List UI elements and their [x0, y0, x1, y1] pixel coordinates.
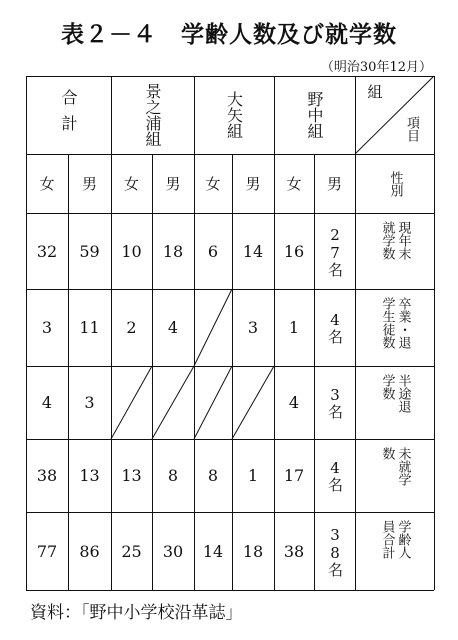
table-cell: 14: [242, 241, 264, 261]
sex-male-label: 男: [326, 175, 342, 193]
row-label: 未就学 数: [379, 447, 411, 486]
row-label: 現年末 就学数: [379, 221, 411, 260]
table-cell: 4: [288, 393, 300, 412]
table-cell: 4: [167, 318, 179, 337]
table-cell: 3: [247, 318, 259, 337]
sex-male-label: 男: [245, 175, 261, 193]
sex-female-label: 女: [39, 175, 55, 193]
sex-male-label: 男: [81, 175, 97, 193]
group-header: 景之浦組: [143, 83, 162, 147]
table-cell: 13: [121, 466, 142, 485]
table-cell: 18: [162, 241, 184, 261]
table-cell: 8: [207, 466, 219, 485]
table-cell: 3名: [326, 386, 344, 419]
table-cell: 4名: [326, 459, 344, 492]
sex-female-label: 女: [286, 175, 302, 193]
table-cell: 59: [79, 241, 100, 261]
corner-label-item: 項目: [404, 116, 419, 142]
table-cell: 32: [36, 241, 58, 261]
column-rule: [434, 76, 435, 590]
table-cell: 16: [283, 241, 305, 261]
table-cell: 3: [84, 393, 95, 412]
group-header: 大矢組: [224, 91, 244, 139]
empty-cell-slash: [152, 366, 194, 439]
table-cell: 14: [202, 541, 224, 561]
table-cell: 38: [283, 541, 305, 561]
row-rule: [26, 590, 434, 591]
sex-header: 性別: [387, 170, 403, 197]
diagonal-marks: [26, 76, 434, 590]
table-cell: 10: [121, 241, 142, 261]
table-cell: 1: [247, 466, 259, 485]
table-cell: 4: [41, 393, 53, 412]
row-label: 学齢人 員合計: [379, 520, 411, 559]
table-cell: 27名: [326, 225, 344, 277]
sex-male-label: 男: [165, 175, 181, 193]
table-date: （明治30年12月）: [320, 60, 432, 75]
group-header: 野中組: [305, 91, 324, 139]
table-title: 表２－４ 学齢人数及び就学数: [61, 22, 397, 48]
table-cell: 30: [162, 541, 184, 561]
table-cell: 2: [126, 318, 137, 337]
table-cell: 11: [79, 318, 100, 337]
table-cell: 38名: [326, 525, 344, 577]
sex-female-label: 女: [205, 175, 221, 193]
row-label: 卒業・退 学生徒数: [379, 297, 411, 349]
table-cell: 8: [167, 466, 179, 485]
table-cell: 38: [36, 466, 58, 485]
corner-diagonal: [355, 76, 434, 154]
row-label: 半途退 学数: [379, 374, 411, 413]
source-note: 資料：「野中小学校沿革誌」: [30, 603, 243, 623]
empty-cell-slash: [232, 366, 274, 439]
table-cell: 6: [207, 241, 219, 261]
empty-cell-slash: [111, 366, 152, 439]
group-header: 合計: [59, 89, 78, 141]
table-cell: 17: [283, 466, 305, 485]
table-cell: 3: [41, 318, 53, 337]
table-cell: 77: [36, 541, 58, 561]
empty-cell-slash: [194, 366, 232, 439]
empty-cell-slash: [194, 289, 232, 366]
table-cell: 4名: [326, 311, 344, 344]
table-cell: 25: [121, 541, 142, 561]
corner-label-group: 組: [367, 82, 383, 101]
table-cell: 86: [79, 541, 100, 561]
table-cell: 18: [242, 541, 264, 561]
sex-female-label: 女: [123, 175, 139, 193]
table-cell: 1: [288, 318, 300, 337]
table-cell: 13: [79, 466, 100, 485]
